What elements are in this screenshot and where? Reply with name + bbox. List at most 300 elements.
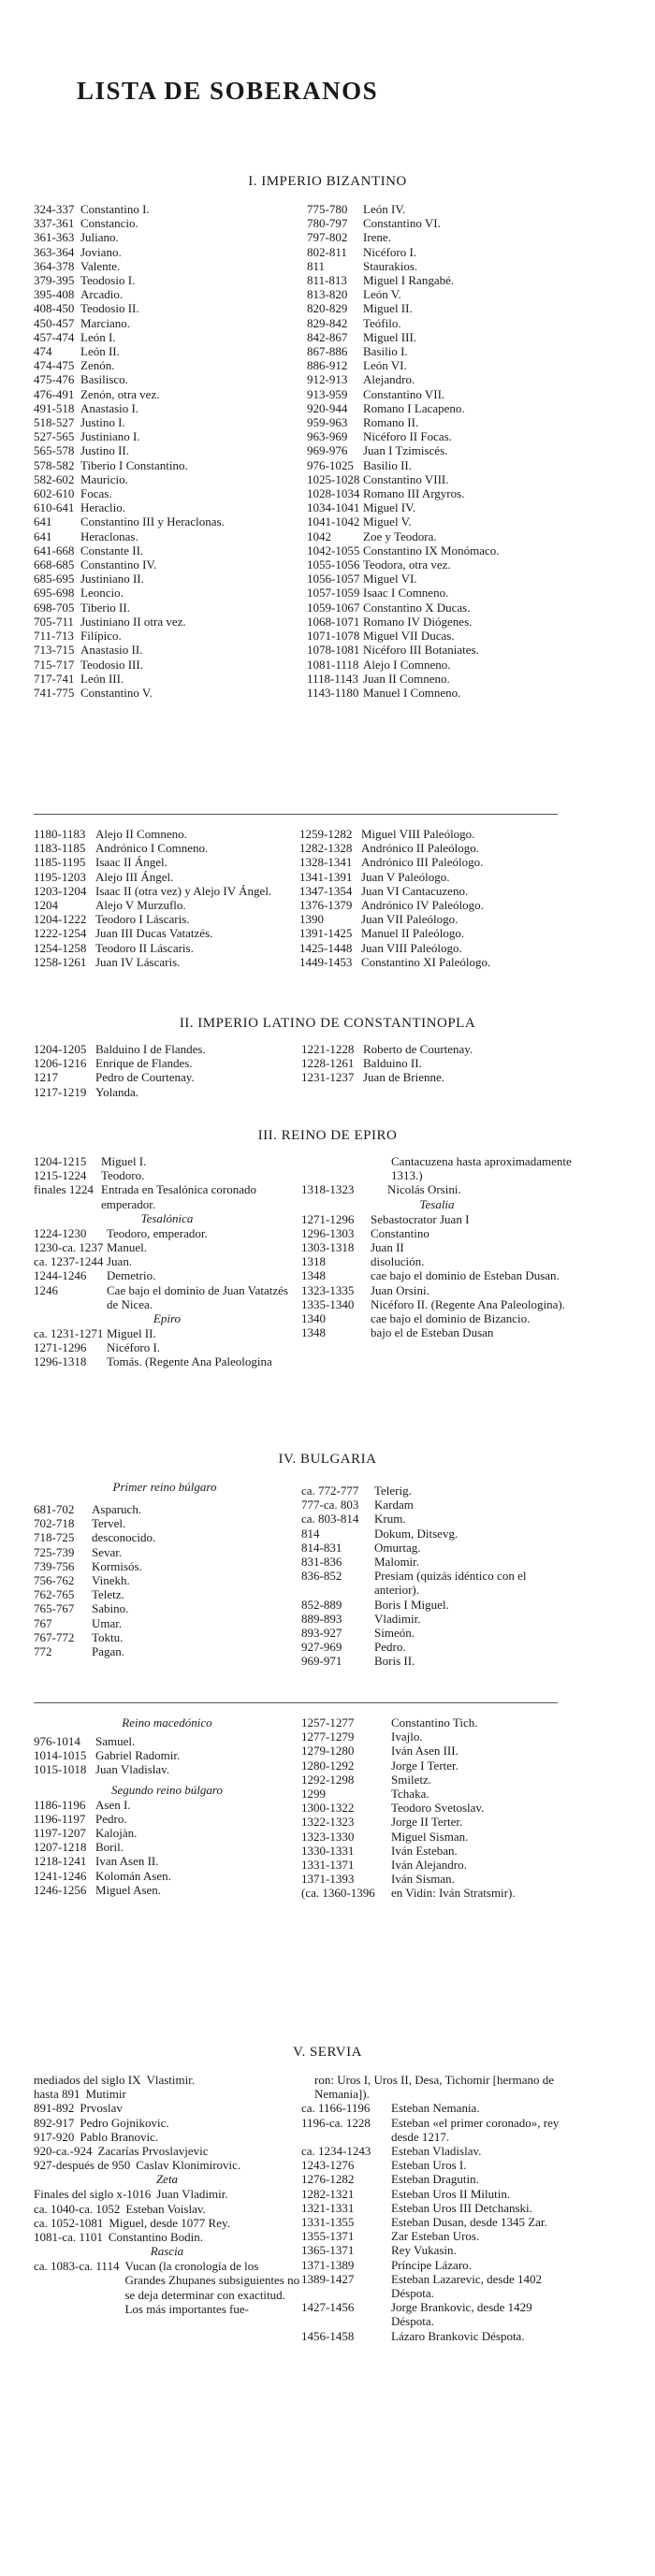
- ruler-name: Esteban Voislav.: [125, 2201, 206, 2216]
- list-epiro-left3: [34, 1326, 300, 1369]
- list-item: [34, 543, 305, 557]
- reign-dates: ca. 803-814: [301, 1512, 359, 1527]
- ruler-name: Teodoro I Láscaris.: [95, 912, 190, 927]
- reign-dates: 702-718: [34, 1516, 75, 1531]
- ruler-name: Anastasio I.: [80, 400, 139, 415]
- reign-dates: 976-1025: [307, 457, 354, 472]
- list-item: [34, 1826, 300, 1840]
- list-item: [301, 1498, 573, 1512]
- list-item: [299, 898, 571, 912]
- ruler-name: Zenón, otra vez.: [80, 386, 160, 401]
- list-item: [301, 2172, 573, 2186]
- ruler-name: Tervel.: [92, 1516, 126, 1531]
- ruler-name: Arcadio.: [80, 287, 124, 302]
- list-item: [34, 415, 305, 429]
- ruler-name: Romano II.: [363, 415, 419, 430]
- reign-dates: 450-457: [34, 315, 75, 330]
- list-item: [34, 1630, 296, 1644]
- section-title-servia: V. SERVIA: [293, 2045, 362, 2060]
- ruler-name: Esteban Uros I.: [391, 2158, 467, 2173]
- list-servia-left2: [34, 2187, 300, 2244]
- reign-dates: 739-756: [34, 1558, 75, 1573]
- reign-dates: hasta 891: [34, 2087, 80, 2102]
- list-item: [307, 301, 578, 315]
- ruler-name: Miguel Sisman.: [391, 1829, 469, 1844]
- ruler-name: Juan Vladimir.: [156, 2187, 228, 2202]
- list-item: [307, 557, 578, 572]
- list-item: [34, 401, 305, 415]
- list-item: [307, 287, 578, 301]
- list-item: [34, 358, 305, 372]
- ruler-name: Esteban Uros III Detchanski.: [391, 2200, 532, 2215]
- ruler-name: Príncipe Lázaro.: [391, 2257, 472, 2272]
- ruler-name: Pedro de Courtenay.: [95, 1070, 195, 1085]
- list-item: [34, 1085, 296, 1099]
- list-item: [307, 372, 578, 386]
- ruler-name: Joviano.: [80, 244, 122, 259]
- reign-dates: 1282-1321: [301, 2186, 355, 2201]
- list-item: [34, 1516, 296, 1530]
- list-item: [301, 2243, 573, 2257]
- ruler-name: Balduino I de Flandes.: [95, 1042, 206, 1056]
- reign-dates: 1246: [34, 1282, 58, 1297]
- ruler-name: Manuel I Comneno.: [363, 685, 461, 700]
- ruler-name: Miguel VI.: [363, 572, 417, 586]
- list-item: [34, 1573, 296, 1587]
- ruler-name: Demetrio.: [107, 1268, 156, 1283]
- list-item: [307, 543, 578, 557]
- list-item: [307, 245, 578, 259]
- reign-dates: 1055-1056: [307, 557, 360, 572]
- reign-dates: 1279-1280: [301, 1744, 355, 1758]
- reign-dates: 1228-1261: [301, 1056, 355, 1071]
- list-item: [307, 401, 578, 415]
- reign-dates: 777-ca. 803: [301, 1498, 359, 1512]
- ruler-name: Isaac II Ángel.: [95, 855, 167, 870]
- reign-dates: 762-765: [34, 1587, 75, 1602]
- reign-dates: 1259-1282: [299, 827, 353, 841]
- subheading-primer-reino: Primer reino búlgaro: [112, 1480, 217, 1494]
- list-item: [34, 486, 305, 500]
- ruler-name: Mauricio.: [80, 471, 128, 486]
- list-item: [301, 1527, 573, 1541]
- reign-dates: 602-610: [34, 486, 75, 501]
- list-item: [307, 387, 578, 401]
- reign-dates: 474: [34, 344, 52, 359]
- list-epiro-right2: [301, 1212, 573, 1340]
- reign-dates: 527-565: [34, 429, 75, 444]
- reign-dates: 893-927: [301, 1626, 342, 1641]
- reign-dates: 775-780: [307, 202, 348, 216]
- list-item: [299, 827, 571, 841]
- reign-dates: 1335-1340: [301, 1296, 355, 1311]
- ruler-name: Mutimir: [85, 2087, 126, 2102]
- subheading-tesalia: Tesalia: [419, 1196, 455, 1211]
- list-item: [307, 486, 578, 500]
- list-item: [34, 898, 296, 912]
- list-item: [34, 1340, 300, 1354]
- reign-dates: 715-717: [34, 657, 75, 672]
- list-item: [34, 2073, 300, 2087]
- reign-dates: 1025-1028: [307, 471, 360, 486]
- reign-dates: ca. 1052-1081: [34, 2215, 104, 2230]
- list-item: [301, 1541, 573, 1555]
- reign-dates: 1371-1393: [301, 1872, 355, 1887]
- reign-dates: ca. 1234-1243: [301, 2144, 371, 2159]
- list-item: [34, 2259, 300, 2316]
- ruler-name: Dokum, Ditsevg.: [374, 1526, 458, 1541]
- reign-dates: 976-1014: [34, 1734, 80, 1748]
- list-item: [301, 1512, 573, 1526]
- list-item: [34, 514, 305, 528]
- list-item: [299, 955, 571, 969]
- ruler-name: Juan IV Láscaris.: [95, 954, 181, 969]
- list-item: [301, 1886, 573, 1900]
- ruler-name: Juan de Brienne.: [363, 1070, 445, 1085]
- reign-dates: 813-820: [307, 287, 348, 302]
- ruler-name: Miguel II.: [363, 301, 413, 316]
- list-item: [301, 2101, 573, 2115]
- ruler-name: Constancio.: [80, 216, 138, 231]
- list-servia-left1: [34, 2073, 300, 2172]
- list-item: [34, 344, 305, 358]
- ruler-name: Teodoro, emperador.: [107, 1225, 208, 1240]
- list-item: [307, 273, 578, 287]
- reign-dates: 705-711: [34, 614, 74, 629]
- list-item: [34, 926, 296, 940]
- list-item: [34, 2230, 300, 2244]
- ruler-name: Jorge Brankovic, desde 1429 Déspota.: [391, 2300, 532, 2329]
- reign-dates: 1042: [307, 528, 331, 543]
- ruler-name: Juan V Paleólogo.: [361, 869, 450, 884]
- list-item: [307, 259, 578, 273]
- ruler-name: Zar Esteban Uros.: [391, 2229, 480, 2244]
- list-item: [34, 884, 296, 898]
- reign-dates: 1277-1279: [301, 1729, 355, 1744]
- divider: [34, 814, 558, 815]
- ruler-name: Enrique de Flandes.: [95, 1056, 193, 1071]
- ruler-name: Caslav Klonimirovic.: [136, 2158, 241, 2173]
- ruler-name: Vlastimir.: [146, 2073, 196, 2087]
- ruler-name: Pablo Branovic.: [80, 2129, 159, 2144]
- list-item: [301, 1070, 573, 1084]
- reign-dates: 1195-1203: [34, 869, 86, 884]
- ruler-name: Esteban Vladislav.: [391, 2144, 482, 2159]
- reign-dates: 814: [301, 1526, 320, 1541]
- list-item: [299, 841, 571, 855]
- list-item: [34, 672, 305, 686]
- ruler-name: Constantino IV.: [80, 557, 157, 572]
- reign-dates: 913-959: [307, 386, 348, 401]
- list-item: [307, 415, 578, 429]
- list-item: [34, 500, 305, 514]
- reign-dates: 1186-1196: [34, 1797, 86, 1812]
- ruler-name: Justino II.: [80, 443, 129, 458]
- ruler-name: León V.: [363, 287, 401, 302]
- reign-dates: 756-762: [34, 1573, 75, 1588]
- ruler-name: Juan II: [371, 1240, 404, 1255]
- reign-dates: 364-378: [34, 258, 75, 273]
- ruler-name: Nicéforo II Focas.: [363, 429, 452, 444]
- ruler-name: Jorge I Terter.: [391, 1758, 458, 1773]
- ruler-name: León IV.: [363, 202, 406, 216]
- list-item: [301, 1598, 573, 1612]
- reign-dates: 1231-1237: [301, 1070, 355, 1085]
- ruler-name: Miguel VIII Paleólogo.: [361, 827, 475, 841]
- page-title: LISTA DE SOBERANOS: [77, 77, 379, 105]
- ruler-name: Andrónico III Paleólogo.: [361, 855, 484, 870]
- list-item: [301, 1654, 573, 1668]
- list-item: [301, 1212, 573, 1226]
- ruler-name: Gabriel Radomir.: [95, 1748, 181, 1763]
- list-item: [34, 2187, 300, 2201]
- reign-dates: 1456-1458: [301, 2328, 355, 2343]
- reign-dates: 681-702: [34, 1502, 75, 1516]
- ruler-name: Justiniano I.: [80, 429, 140, 444]
- reign-dates: 578-582: [34, 457, 75, 472]
- reign-dates: 1341-1391: [299, 869, 353, 884]
- reign-dates: 767-772: [34, 1629, 75, 1644]
- list-bulgaria-b-left1: [34, 1730, 300, 1777]
- reign-dates: 1143-1180: [307, 685, 359, 700]
- reign-dates: 518-527: [34, 415, 75, 430]
- list-item: [34, 230, 305, 244]
- list-item: [34, 1042, 296, 1056]
- list-item: [34, 855, 296, 869]
- ruler-name: Lázaro Brankovic Déspota.: [391, 2328, 525, 2343]
- reign-dates: 1282-1328: [299, 841, 353, 856]
- list-item: [301, 1483, 573, 1498]
- ruler-name: Nicéforo I.: [107, 1340, 161, 1355]
- reign-dates: 1318-1323: [301, 1182, 355, 1197]
- ruler-name: Pagan.: [92, 1644, 125, 1659]
- list-item: [301, 1830, 573, 1844]
- subheading-reino-macedonico: Reino macedónico: [122, 1715, 212, 1729]
- ruler-name: Alejo I Comneno.: [363, 657, 451, 672]
- ruler-name: Sebastocrator Juan I: [371, 1211, 470, 1226]
- list-item: [34, 458, 305, 472]
- reign-dates: 802-811: [307, 244, 347, 259]
- ruler-name: Presiam (quizás idéntico con el anterior).: [374, 1569, 527, 1598]
- column-servia-right: [301, 2073, 573, 2343]
- list-item: [301, 1844, 573, 1858]
- list-item: [34, 387, 305, 401]
- ruler-name: Alejo V Murzuflo.: [95, 898, 186, 913]
- ruler-name: Entrada en Tesalónica coronado emperador.: [101, 1182, 256, 1211]
- ruler-name: Miguel II.: [107, 1326, 156, 1341]
- reign-dates: 780-797: [307, 216, 348, 231]
- reign-dates: 1056-1057: [307, 572, 360, 586]
- list-item: [34, 870, 296, 884]
- reign-dates: 1292-1298: [301, 1772, 355, 1787]
- list-item: [299, 884, 571, 898]
- list-item: [301, 1254, 573, 1268]
- ruler-name: Yolanda.: [95, 1084, 138, 1099]
- ruler-name: Juan II Comneno.: [363, 671, 450, 686]
- list-item: [34, 1798, 300, 1812]
- reign-dates: 1224-1230: [34, 1225, 87, 1240]
- continuation-text: ron: Uros I, Uros II, Desa, Tichomir [hermano de Nemania]).: [314, 2073, 554, 2102]
- list-bizantino-a-left: [34, 202, 305, 700]
- list-item: [34, 1748, 300, 1762]
- list-item: [307, 514, 578, 528]
- ruler-name: Pedro.: [95, 1811, 127, 1826]
- ruler-name: Vucan (la cronología de los Grandes Zhupanes subsiguientes no se deja determinar con exactitud. Los más importantes fue-: [124, 2259, 300, 2316]
- list-item: [299, 855, 571, 869]
- reign-dates: 1449-1453: [299, 954, 353, 969]
- ruler-name: Basilio II.: [363, 457, 412, 472]
- reign-dates: 1028-1034: [307, 486, 360, 501]
- list-item: [34, 2087, 300, 2101]
- list-item: [34, 1056, 296, 1070]
- list-epiro-left2: [34, 1226, 300, 1311]
- divider: [34, 1702, 558, 1703]
- reign-dates: 725-739: [34, 1544, 75, 1559]
- reign-dates: 1348: [301, 1268, 326, 1283]
- list-item: [301, 1612, 573, 1626]
- list-item: [34, 529, 305, 543]
- list-servia-left3: [34, 2259, 300, 2316]
- reign-dates: 741-775: [34, 685, 75, 700]
- reign-dates: 1276-1282: [301, 2172, 355, 2187]
- ruler-name: Andrónico II Paleólogo.: [361, 841, 480, 856]
- ruler-name: Constantino III y Heraclonas.: [80, 514, 225, 529]
- reign-dates: 324-337: [34, 202, 75, 216]
- list-item: [34, 2130, 300, 2144]
- list-item: [301, 1640, 573, 1654]
- list-item: [34, 1168, 300, 1182]
- ruler-name: Juan VI Cantacuzeno.: [361, 883, 469, 898]
- reign-dates: 1207-1218: [34, 1840, 87, 1855]
- section-title-epiro: III. REINO DE EPIRO: [257, 1128, 398, 1143]
- ruler-name: Constantino IX Monómaco.: [363, 543, 500, 557]
- section-title-latino: II. IMPERIO LATINO DE CONSTANTINOPLA: [179, 1016, 476, 1031]
- ruler-name: Teodosio III.: [80, 657, 143, 672]
- reign-dates: 814-831: [301, 1540, 342, 1555]
- reign-dates: 565-578: [34, 443, 75, 458]
- ruler-name: Roberto de Courtenay.: [363, 1042, 473, 1056]
- ruler-name: Toktu.: [92, 1629, 124, 1644]
- reign-dates: 668-685: [34, 557, 75, 572]
- ruler-name: cae bajo el dominio de Esteban Dusan.: [371, 1268, 560, 1283]
- reign-dates: 1221-1228: [301, 1042, 355, 1056]
- ruler-name: Juan I Tzimiscés.: [363, 443, 448, 458]
- reign-dates: 912-913: [307, 372, 348, 387]
- reign-dates: ca. 1083-ca. 1114: [34, 2259, 120, 2274]
- reign-dates: 1257-1277: [301, 1715, 355, 1729]
- ruler-name: Kardam: [374, 1498, 414, 1512]
- subheading-tesalonica: Tesalónica: [140, 1210, 194, 1225]
- ruler-name: Telerig.: [374, 1483, 412, 1498]
- list-item: [34, 1762, 300, 1776]
- ruler-name: desconocido.: [92, 1530, 156, 1545]
- list-latino-right: [301, 1042, 573, 1085]
- ruler-name: Tchaka.: [391, 1787, 429, 1802]
- list-item: [34, 841, 296, 855]
- reign-dates: 1041-1042: [307, 514, 360, 529]
- list-item: [301, 1773, 573, 1787]
- reign-dates: 491-518: [34, 400, 75, 415]
- ruler-name: Kormisós.: [92, 1558, 142, 1573]
- list-item: [301, 1555, 573, 1569]
- ruler-name: Zoe y Teodora.: [363, 528, 437, 543]
- list-item: [301, 1297, 573, 1311]
- ruler-name: Sabino.: [92, 1601, 129, 1616]
- ruler-name: León II.: [80, 344, 120, 359]
- list-item: [307, 429, 578, 443]
- column-bulgaria-a-left: [34, 1480, 296, 1658]
- list-item: [307, 572, 578, 586]
- list-item: [301, 2300, 573, 2328]
- ruler-name: Miguel Asen.: [95, 1882, 162, 1897]
- reign-dates: 889-893: [301, 1611, 342, 1626]
- list-item: [307, 443, 578, 457]
- ruler-name: Constantino I.: [80, 202, 150, 216]
- ruler-name: Juliano.: [80, 230, 119, 245]
- reign-dates: 1197-1207: [34, 1826, 86, 1841]
- ruler-name: Constantino VI.: [363, 216, 441, 231]
- reign-dates: 641-668: [34, 543, 75, 557]
- ruler-name: Juan VIII Paleólogo.: [361, 940, 462, 955]
- reign-dates: 1371-1389: [301, 2257, 355, 2272]
- ruler-name: Anastasio II.: [80, 643, 143, 658]
- list-item: [34, 372, 305, 386]
- ruler-name: Teodosio II.: [80, 301, 139, 316]
- reign-dates: 457-474: [34, 329, 75, 344]
- ruler-name: Miguel I.: [101, 1154, 147, 1168]
- reign-dates: 1340: [301, 1311, 326, 1326]
- list-item: [34, 259, 305, 273]
- ruler-name: Vladimir.: [374, 1611, 421, 1626]
- reign-dates: finales 1224: [34, 1182, 94, 1197]
- ruler-name: Isaac II (otra vez) y Alejo IV Ángel.: [95, 883, 272, 898]
- reign-dates: 797-802: [307, 230, 348, 245]
- ruler-name: Teófilo.: [363, 315, 401, 330]
- reign-dates: 610-641: [34, 500, 75, 515]
- list-item: [307, 358, 578, 372]
- reign-dates: 1322-1323: [301, 1815, 355, 1830]
- list-item: [301, 1056, 573, 1070]
- ruler-name: Constantino V.: [80, 685, 153, 700]
- list-item: [307, 643, 578, 657]
- ruler-name: León I.: [80, 329, 116, 344]
- list-item: [307, 615, 578, 629]
- subheading-zeta: Zeta: [155, 2172, 179, 2187]
- reign-dates: 811: [307, 258, 326, 273]
- reign-dates: 1180-1183: [34, 827, 86, 841]
- reign-dates: 1068-1071: [307, 614, 360, 629]
- list-item: [34, 443, 305, 457]
- list-bulgaria-b-right: [301, 1715, 573, 1901]
- reign-dates: 1254-1258: [34, 940, 87, 955]
- list-item: [307, 629, 578, 643]
- ruler-name: Tiberio I Constantino.: [80, 457, 188, 472]
- reign-dates: 772: [34, 1644, 52, 1659]
- ruler-name: Basilio I.: [363, 344, 408, 359]
- reign-dates: 1014-1015: [34, 1748, 87, 1763]
- ruler-name: Heraclio.: [80, 500, 126, 515]
- ruler-name: Iván Alejandro.: [391, 1858, 467, 1873]
- ruler-name: Focas.: [80, 486, 112, 501]
- ruler-name: Manuel.: [107, 1240, 147, 1255]
- list-item: [301, 1626, 573, 1640]
- reign-dates: 363-364: [34, 244, 75, 259]
- reign-dates: 1425-1448: [299, 940, 353, 955]
- ruler-name: León VI.: [363, 358, 407, 373]
- ruler-name: Nicéforo II. (Regente Ana Paleologina).: [371, 1296, 565, 1311]
- reign-dates: 1246-1256: [34, 1882, 87, 1897]
- list-item: [34, 572, 305, 586]
